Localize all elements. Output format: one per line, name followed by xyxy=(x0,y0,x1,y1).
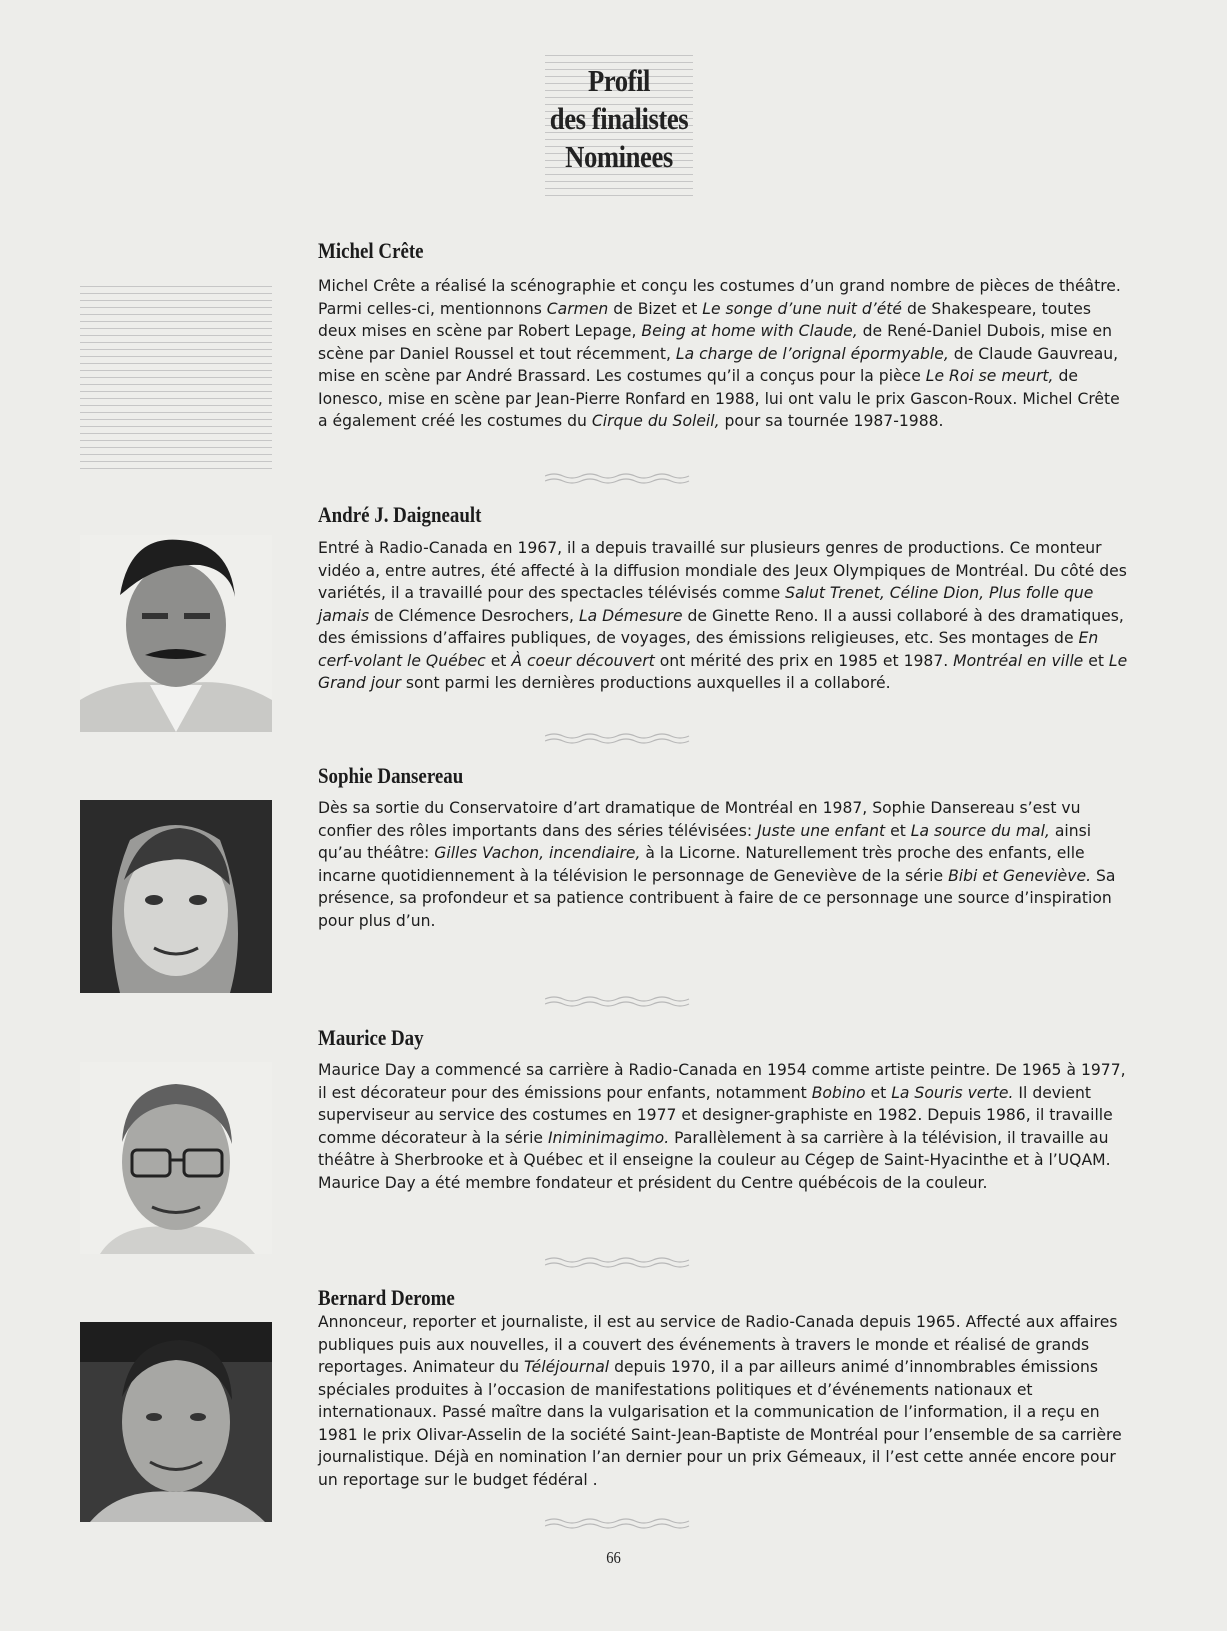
profile-bio xyxy=(318,1311,1128,1491)
bio-text: de Clémence Desrochers, xyxy=(369,606,579,625)
portrait-photo xyxy=(80,1322,272,1522)
bio-text: Parallèlement à sa carrière à la télévision, il travaille au théâtre à Sherbrooke et à Québec et il enseigne la couleur au Cégep de Saint-Hyacinthe et à l’UQAM. Maurice Day a été membre fondateur et président du Centre québécois de la couleur. xyxy=(318,1128,1111,1192)
profile-bio xyxy=(318,275,1128,433)
profile-name: André J. Daigneault xyxy=(318,502,482,527)
wave-divider-icon xyxy=(545,472,693,486)
portrait-photo xyxy=(80,800,272,993)
profile-name: Bernard Derome xyxy=(318,1285,455,1310)
bio-text: ainsi qu’au théâtre: xyxy=(318,821,1092,862)
bio-title-italic: Le Roi se meurt, xyxy=(925,367,1054,385)
page-title-line2: des finalistes xyxy=(549,101,689,136)
bio-text: Dès sa sortie du Conservatoire d’art dramatique de Montréal en 1987, Sophie Dansereau s’est vu confier des rôles importants dans des séries télévisées: xyxy=(318,799,1081,840)
bio-text: Entré à Radio-Canada en 1967, il a depuis travaillé sur plusieurs genres de productions. Ce monteur vidéo a, entre autres, été affecté à la diffusion mondiale des Jeux Olympiques de Montréal. Du côté des variétés, il a travaillé pour des spectacles télévisés comme xyxy=(318,539,1127,602)
page-title-line3: Nominees xyxy=(565,139,673,174)
bio-text: Maurice Day a commencé sa carrière à Radio-Canada en 1954 comme artiste peintre. De 1965 à 1977, il est décorateur pour des émissions pour enfants, notamment xyxy=(318,1061,1126,1102)
bio-text: depuis 1970, il a par ailleurs animé d’innombrables émissions spéciales produites à l’occasion de manifestations politiques et d’événements nationaux et internationaux. Passé maître dans la vulgarisation et la communication de l’information, il a reçu en 1981 le prix Olivar-Asselin de la société Saint-Jean-Baptiste de Montréal pour l’ensemble de sa carrière journalistique. Déjà en nomination l’an dernier pour un prix Gémeaux, il l’est cette année encore pour un reportage sur le budget fédéral . xyxy=(318,1358,1122,1489)
bio-title-italic: Gilles Vachon, incendiaire, xyxy=(434,844,641,862)
page-number: 66 xyxy=(606,1548,621,1567)
bio-title-italic: Salut Trenet, Céline Dion, Plus folle que jamais xyxy=(318,584,1094,625)
bio-title-italic: Bibi et Geneviève. xyxy=(948,866,1092,885)
profile-bio xyxy=(318,797,1128,932)
bio-text: Il devient superviseur au service des costumes en 1977 et designer-graphiste en 1982. Depuis 1986, il travaille comme décorateur à la série xyxy=(318,1083,1113,1147)
profile-bio xyxy=(318,537,1128,695)
bio-text: de Claude Gauvreau, mise en scène par André Brassard. Les costumes qu’il a conçus pour la pièce xyxy=(318,344,1119,385)
bio-text: Annonceur, reporter et journaliste, il est au service de Radio-Canada depuis 1965. Affecté aux affaires publiques puis aux nouvelles, il a couvert des événements à travers le monde et réalisé de grands reportages. Animateur du xyxy=(318,1313,1118,1376)
bio-text: Sa présence, sa profondeur et sa patience contribuent à faire de ce personnage une source d’inspiration pour plus d’un. xyxy=(318,866,1116,930)
bio-title-italic: Carmen xyxy=(546,299,609,318)
portrait-photo xyxy=(80,535,272,732)
portrait-photo xyxy=(80,1062,272,1254)
bio-text: de Ionesco, mise en scène par Jean-Pierre Ronfard en 1988, lui ont valu le prix Gascon-Roux. Michel Crête a également créé les costumes du xyxy=(318,367,1120,430)
bio-title-italic: Iniminimagimo. xyxy=(547,1128,670,1147)
page-title-block xyxy=(545,52,693,200)
bio-title-italic: Bobino xyxy=(811,1083,866,1102)
profile-name: Maurice Day xyxy=(318,1025,424,1050)
bio-text: de Bizet et xyxy=(608,299,703,318)
profile-name: Michel Crête xyxy=(318,238,424,263)
bio-title-italic: À coeur découvert xyxy=(511,651,655,670)
bio-title-italic: Juste une enfant xyxy=(757,821,886,840)
bio-title-italic: La charge de l’orignal épormyable, xyxy=(675,344,949,363)
bio-text: et xyxy=(485,651,512,670)
profile-bio xyxy=(318,1059,1128,1194)
wave-divider-icon xyxy=(545,995,693,1009)
bio-text: et xyxy=(1083,651,1109,670)
bio-title-italic: Téléjournal xyxy=(524,1358,610,1376)
bio-text: à la Licorne. Naturellement très proche des enfants, elle incarne quotidiennement à la télévision le personnage de Geneviève de la série xyxy=(318,844,1085,885)
bio-title-italic: La Souris verte. xyxy=(891,1083,1014,1102)
bio-text: de Ginette Reno. Il a aussi collaboré à des dramatiques, des émissions d’affaires publiques, de voyages, des émissions religieuses, etc. Ses montages de xyxy=(318,606,1124,647)
bio-title-italic: Le songe d’une nuit d’été xyxy=(702,299,903,318)
bio-text: Michel Crête a réalisé la scénographie et conçu les costumes d’un grand nombre de pièces de théâtre. Parmi celles-ci, mentionnons xyxy=(318,277,1121,318)
bio-text: ont mérité des prix en 1985 et 1987. xyxy=(654,651,954,670)
bio-text: sont parmi les dernières productions auxquelles il a collaboré. xyxy=(400,674,891,692)
bio-text: pour sa tournée 1987-1988. xyxy=(719,412,944,430)
bio-text: de Shakespeare, toutes deux mises en scène par Robert Lepage, xyxy=(318,299,1091,340)
bio-title-italic: La Démesure xyxy=(578,606,683,625)
bio-title-italic: Le Grand jour xyxy=(318,651,1128,692)
bio-text: de René-Daniel Dubois, mise en scène par Daniel Roussel et tout récemment, xyxy=(318,322,1112,363)
bio-text: et xyxy=(885,821,911,840)
wave-divider-icon xyxy=(545,732,693,746)
bio-text: et xyxy=(865,1083,892,1102)
bio-title-italic: Montréal en ville xyxy=(953,651,1084,670)
bio-title-italic: Cirque du Soleil, xyxy=(591,412,720,430)
bio-title-italic: En cerf-volant le Québec xyxy=(318,629,1099,670)
bio-title-italic: La source du mal, xyxy=(910,821,1050,840)
bio-title-italic: Being at home with Claude, xyxy=(641,322,858,340)
wave-divider-icon xyxy=(545,1517,693,1531)
photo-placeholder-wave xyxy=(80,281,272,473)
wave-divider-icon xyxy=(545,1256,693,1270)
page-title-line1: Profil xyxy=(587,63,651,98)
profile-name: Sophie Dansereau xyxy=(318,763,464,788)
